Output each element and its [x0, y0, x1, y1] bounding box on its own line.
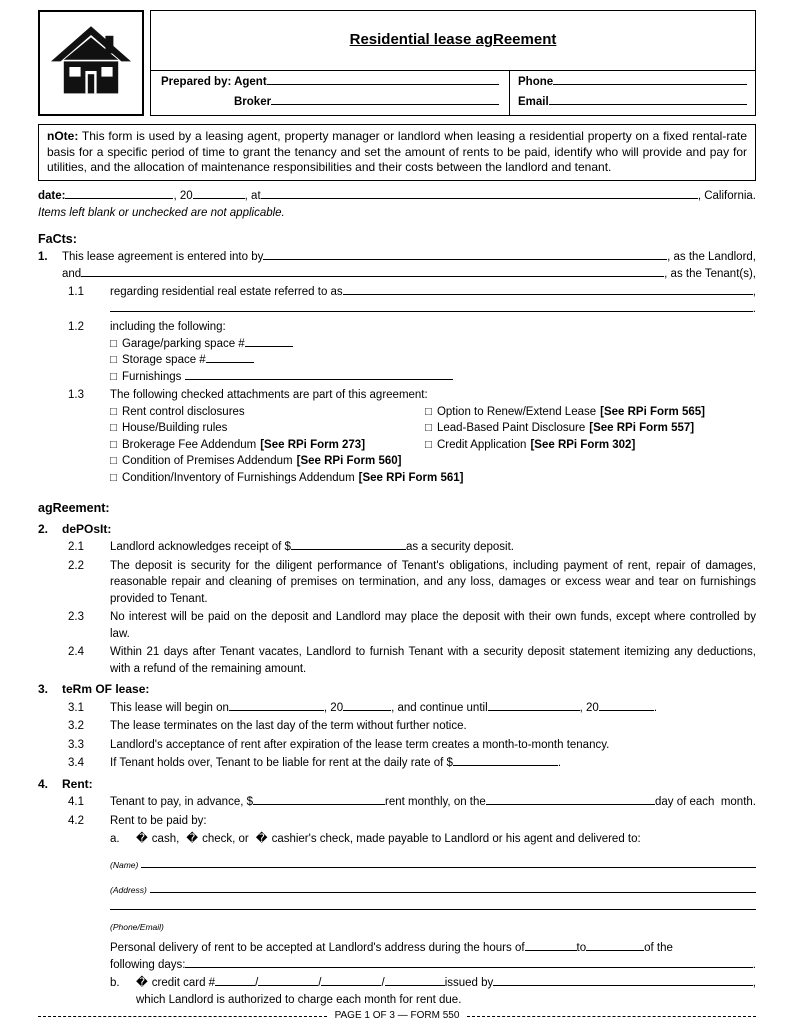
clause-2-3 — [68, 609, 756, 642]
attachment-label: Credit Application — [436, 438, 527, 451]
date-year-line[interactable] — [193, 197, 245, 199]
date-city-line[interactable] — [261, 197, 698, 199]
footer-page-label: PAGE 1 OF 3 — FORM 550 — [334, 1010, 460, 1021]
card-number-line-1[interactable] — [215, 984, 255, 986]
deposit-amount-line[interactable] — [291, 548, 406, 550]
attachment-form-ref: [See RPi Form 560] — [296, 455, 402, 467]
clause-number: 3.4 — [68, 757, 84, 769]
attachment-label: House/Building rules — [121, 422, 228, 434]
blank-items-note: Items left blank or unchecked are not applicable. — [38, 207, 285, 219]
clause-number: 2.4 — [68, 646, 84, 658]
fact-1-and: and — [62, 267, 82, 280]
clause-text: , 20 — [579, 701, 599, 714]
date-label: date: — [38, 189, 66, 202]
property-line-2-suffix: . — [752, 302, 756, 315]
section-term — [38, 681, 756, 698]
title-row — [151, 11, 755, 71]
attachment-condition-premises-row — [110, 453, 756, 470]
daily-rate-line[interactable] — [453, 764, 558, 766]
clause-text: day of each month. — [654, 796, 756, 808]
clause-text: . — [752, 958, 756, 971]
attachment-credit-application-row — [425, 437, 705, 454]
broker-input-line[interactable] — [271, 103, 499, 105]
attachment-label: Brokerage Fee Addendum — [121, 438, 257, 451]
attachment-label: Lead-Based Paint Disclosure — [436, 422, 586, 434]
attachments-columns — [110, 404, 756, 487]
address-caption: (Address) — [110, 885, 147, 895]
attachment-option-renew-row — [425, 404, 705, 421]
attachment-label: Option to Renew/Extend Lease — [436, 405, 597, 418]
card-number-line-3[interactable] — [321, 984, 381, 986]
option-a-number: a. — [110, 833, 120, 845]
clause-number: 3.3 — [68, 738, 84, 751]
clause-number: 3.1 — [68, 701, 84, 714]
clause-number: 2.2 — [68, 559, 84, 572]
furnishings-checkbox[interactable]: □ — [110, 370, 117, 383]
payee-address-row-2 — [110, 908, 756, 910]
clause-text: This lease will begin on — [110, 701, 229, 714]
broker-label: Broker — [234, 95, 272, 108]
note-label: nOte: — [47, 129, 79, 143]
garage-label: Garage/parking space # — [121, 337, 245, 350]
card-issuer-line[interactable] — [493, 984, 753, 986]
deposit-number: 2. — [38, 521, 49, 536]
clause-text: . — [557, 757, 562, 769]
clause-text: Rent to be paid by: — [110, 814, 207, 827]
deposit-title: dePOsIt: — [62, 521, 112, 536]
clause-text: of the — [644, 942, 673, 954]
term-title: teRm OF lease: — [62, 682, 150, 696]
condition-inventory-checkbox[interactable]: □ — [110, 471, 117, 484]
clause-number: 2.1 — [68, 541, 84, 553]
attachment-form-ref: [See RPi Form 302] — [530, 438, 636, 451]
date-day-line[interactable] — [65, 197, 173, 199]
clause-text: Within 21 days after Tenant vacates, Landlord to furnish Tenant with a security deposit statement itemizing any deductions, with a refund of the remaining amount. — [110, 646, 756, 675]
cashiers-check-checkbox[interactable]: � — [255, 833, 268, 845]
option-b-text: , — [752, 977, 756, 989]
name-caption: (Name) — [110, 859, 139, 870]
attachment-form-ref: [See RPi Form 557] — [589, 422, 695, 434]
phone-input-line[interactable] — [553, 83, 747, 85]
prepared-by-agent-label: Prepared by: Agent — [161, 76, 267, 88]
personal-delivery-line-1 — [110, 940, 756, 957]
card-number-line-4[interactable] — [385, 984, 445, 986]
fact-1-2-intro: including the following: — [110, 321, 226, 333]
fact-1-3-number: 1.3 — [68, 389, 84, 401]
card-separator: / — [381, 977, 385, 989]
prepared-by-left — [151, 71, 509, 115]
rent-due-day-line[interactable] — [486, 803, 655, 805]
fact-1-2-number: 1.2 — [68, 321, 84, 333]
option-a — [110, 831, 756, 848]
footer-dashes-right — [467, 1016, 756, 1017]
payee-address-line-1[interactable] — [150, 891, 756, 893]
note-box — [38, 124, 756, 181]
card-separator: / — [255, 977, 259, 989]
card-number-line-2[interactable] — [258, 984, 318, 986]
fact-1-1-number: 1.1 — [68, 286, 84, 298]
storage-label: Storage space # — [121, 354, 206, 366]
lead-paint-checkbox[interactable]: □ — [425, 422, 432, 434]
payee-phone-row — [110, 919, 756, 936]
clause-text: Personal delivery of rent to be accepted at Landlord's address during the hours of — [110, 942, 525, 954]
clause-text: Landlord's acceptance of rent after expiration of the lease term creates a month-to-month tenancy. — [110, 738, 610, 751]
hours-to-line[interactable] — [586, 949, 644, 951]
clause-4-1 — [68, 794, 756, 811]
header-box — [150, 10, 756, 116]
personal-delivery-line-2 — [110, 957, 756, 974]
page-footer — [38, 1008, 756, 1025]
storage-checkbox[interactable]: □ — [110, 354, 117, 366]
attachment-form-ref: [See RPi Form 561] — [358, 471, 464, 484]
footer-dashes-left — [38, 1016, 327, 1017]
facts-heading: FaCts: — [38, 231, 77, 246]
house-icon — [51, 23, 131, 103]
option-b — [110, 975, 756, 1008]
clause-text: to — [576, 942, 587, 954]
attachment-lead-paint-row — [425, 420, 705, 437]
clause-text: , and continue until — [391, 701, 488, 714]
fact-1-number: 1. — [38, 251, 48, 263]
option-a-text: check, or — [202, 833, 249, 845]
landlord-suffix: , as the Landlord, — [667, 251, 756, 263]
fact-1-1 — [68, 284, 756, 317]
fact-1-3 — [68, 387, 756, 486]
clause-3-3 — [68, 737, 756, 754]
clause-number: 4.2 — [68, 814, 84, 827]
payee-address-line-2[interactable] — [110, 908, 756, 910]
credit-application-checkbox[interactable]: □ — [425, 438, 432, 451]
tenant-suffix: , as the Tenant(s), — [664, 267, 756, 280]
condition-premises-checkbox[interactable]: □ — [110, 455, 117, 467]
section-rent — [38, 776, 756, 793]
rent-title: Rent: — [62, 776, 93, 791]
clause-text: following days: — [110, 958, 186, 971]
agreement-heading: agReement: — [38, 501, 110, 515]
attachment-label: Rent control disclosures — [121, 405, 245, 418]
brokerage-fee-checkbox[interactable]: □ — [110, 438, 117, 451]
lease-begin-year-line[interactable] — [343, 709, 391, 711]
lease-begin-date-line[interactable] — [229, 709, 324, 711]
clause-number: 3.2 — [68, 720, 84, 732]
clause-text: . — [653, 701, 658, 714]
option-renew-checkbox[interactable]: □ — [425, 405, 432, 418]
email-label: Email — [518, 95, 549, 108]
note-text: This form is used by a leasing agent, property manager or landlord when leasing a residential property on a fixed rental-rate basis for a specific period of time to grant the tenancy and set the amount of rents to be paid, identify who will provide and pay for utilities, and the allocation of maintenance responsibilities and their costs between the landlord and tenant. — [47, 129, 747, 174]
clause-2-4 — [68, 644, 756, 677]
property-line-2[interactable] — [110, 310, 753, 312]
storage-space-line[interactable] — [206, 361, 254, 363]
landlord-name-line[interactable] — [263, 258, 667, 260]
fact-1-3-intro: The following checked attachments are part of this agreement: — [110, 389, 428, 401]
clause-text: rent monthly, on the — [385, 796, 486, 808]
house-rules-checkbox[interactable]: □ — [110, 422, 117, 434]
tenant-name-line[interactable] — [81, 275, 664, 277]
date-line — [38, 188, 756, 205]
furnishings-line[interactable] — [185, 378, 453, 380]
fact-1 — [38, 249, 756, 282]
fact-1-1-text: regarding residential real estate referred to as — [110, 286, 343, 298]
furnishings-label: Furnishings — [121, 370, 185, 383]
lease-until-date-line[interactable] — [488, 709, 580, 711]
cash-checkbox[interactable]: � — [136, 833, 148, 845]
option-a-text: cashier's check, made payable to Landlord or his agent and delivered to: — [271, 833, 641, 845]
rent-control-checkbox[interactable]: □ — [110, 405, 117, 418]
attachment-form-ref: [See RPi Form 273] — [260, 438, 366, 451]
option-b-text: issued by — [444, 977, 494, 989]
payee-name-row — [110, 857, 756, 874]
prepared-by-section — [151, 71, 755, 115]
form-header — [38, 10, 756, 116]
property-line-1-suffix: , — [752, 286, 756, 298]
form-title: Residential lease agReement — [349, 31, 557, 49]
phone-label: Phone — [518, 76, 554, 88]
date-at-label: , at — [244, 189, 261, 202]
fact-1-text: This lease agreement is entered into by — [62, 251, 264, 263]
date-year-prefix: , 20 — [173, 189, 193, 202]
attachment-label: Condition of Premises Addendum — [121, 455, 293, 467]
credit-card-checkbox[interactable]: � — [136, 977, 148, 989]
attachments-right-column — [425, 404, 705, 454]
clause-3-4 — [68, 755, 756, 772]
prepared-by-right — [509, 71, 755, 115]
clause-2-2 — [68, 558, 756, 608]
clause-number: 4.1 — [68, 796, 84, 808]
clause-text: The deposit is security for the diligent performance of Tenant's obligations, including payment of rent, repair of damages, reasonable repair and cleaning of premises on termination, and any loss, damages or excess wear and tear on furnishings provided to Tenant. — [110, 559, 756, 605]
clause-text: Landlord acknowledges receipt of $ — [110, 541, 291, 553]
clause-text: The lease terminates on the last day of the term without further notice. — [110, 720, 467, 732]
payee-name-line[interactable] — [141, 866, 756, 868]
clause-3-1 — [68, 700, 756, 717]
clause-2-1 — [68, 539, 756, 556]
attachment-label: Condition/Inventory of Furnishings Addendum — [121, 471, 355, 484]
garage-space-line[interactable] — [245, 345, 293, 347]
date-state-label: , California. — [697, 189, 756, 202]
property-line-1[interactable] — [343, 293, 753, 295]
clause-text: , 20 — [323, 701, 344, 714]
clause-3-2 — [68, 718, 756, 735]
garage-checkbox[interactable]: □ — [110, 337, 117, 350]
phone-email-caption: (Phone/Email) — [110, 921, 164, 932]
check-checkbox[interactable]: � — [186, 833, 199, 845]
payee-address-row — [110, 882, 756, 899]
option-b-text: credit card # — [151, 977, 216, 989]
hours-from-line[interactable] — [525, 949, 577, 951]
rent-number: 4. — [38, 776, 49, 791]
attachment-condition-inventory-row — [110, 470, 756, 487]
clause-text: No interest will be paid on the deposit and Landlord may place the deposit with their own funds, except where controlled by law. — [110, 611, 756, 640]
option-b-continuation: which Landlord is authorized to charge each month for rent due. — [136, 993, 462, 1006]
clause-number: 2.3 — [68, 611, 84, 623]
term-number: 3. — [38, 682, 49, 696]
lease-until-year-line[interactable] — [599, 709, 654, 711]
email-input-line[interactable] — [549, 103, 747, 105]
fact-1-2 — [68, 319, 756, 385]
card-separator: / — [318, 977, 322, 989]
section-deposit — [38, 521, 756, 538]
publisher-logo-box — [38, 10, 144, 116]
delivery-days-line[interactable] — [185, 966, 752, 968]
clause-text: If Tenant holds over, Tenant to be liable for rent at the daily rate of $ — [110, 757, 453, 769]
attachment-form-ref: [See RPi Form 565] — [600, 405, 705, 418]
agent-input-line[interactable] — [267, 83, 499, 85]
clause-4-2 — [68, 813, 756, 1009]
option-b-number: b. — [110, 977, 120, 989]
clause-text: Tenant to pay, in advance, $ — [110, 796, 253, 808]
rent-amount-line[interactable] — [253, 803, 385, 805]
clause-text: as a security deposit. — [405, 541, 514, 553]
option-a-text: cash, — [151, 833, 180, 845]
